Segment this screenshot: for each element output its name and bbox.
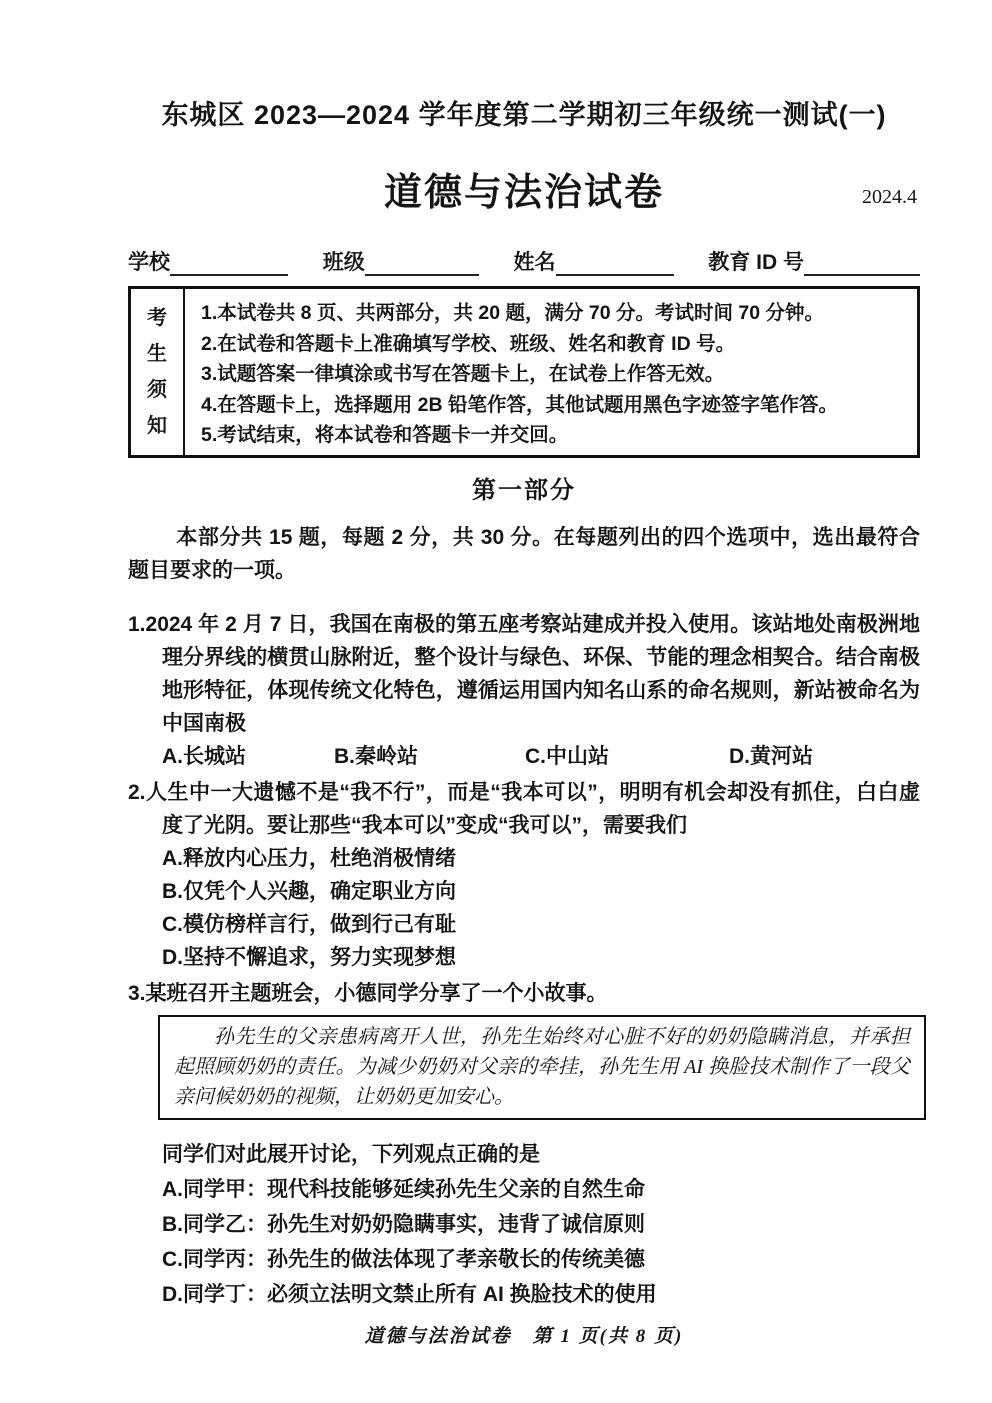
question-3-option-a: A.同学甲：现代科技能够延续孙先生父亲的自然生命 <box>162 1178 645 1201</box>
notice-item-5: 5.考试结束，将本试卷和答题卡一并交回。 <box>201 424 569 446</box>
question-3-option-c: C.同学丙：孙先生的做法体现了孝亲敬长的传统美德 <box>162 1248 645 1271</box>
candidate-notice-box <box>128 286 920 458</box>
name-label: 姓名 <box>513 251 556 274</box>
question-1 <box>128 608 920 773</box>
question-2 <box>128 776 920 974</box>
notice-side-label: 考生须知 <box>147 307 167 437</box>
question-3-text: 某班召开主题班会，小德同学分享了一个小故事。 <box>145 982 608 1005</box>
question-3-number: 3. <box>128 982 146 1005</box>
question-2-number: 2. <box>128 781 146 804</box>
education-id-field <box>708 250 920 276</box>
notice-item-4: 4.在答题卡上，选择题用 2B 铅笔作答，其他试题用黑色字迹签字笔作答。 <box>201 393 839 416</box>
paper-title: 道德与法治试卷 <box>383 172 664 214</box>
question-1-option-a: A.长城站 <box>162 745 246 768</box>
notice-item-2: 2.在试卷和答题卡上准确填写学校、班级、姓名和教育 ID 号。 <box>201 332 736 355</box>
notice-item-1: 1.本试卷共 8 页、共两部分，共 20 题，满分 70 分。考试时间 70 分钟。 <box>201 302 825 324</box>
question-3-story-box <box>158 1015 926 1120</box>
education-id-blank-line <box>804 250 920 276</box>
question-1-stem <box>128 608 920 740</box>
question-3-option-d: D.同学丁：必须立法明文禁止所有 AI 换脸技术的使用 <box>162 1283 657 1306</box>
question-3-option-b: B.同学乙：孙先生对奶奶隐瞒事实，违背了诚信原则 <box>162 1213 645 1236</box>
question-3-stem <box>128 977 920 1010</box>
question-3 <box>128 977 920 1312</box>
question-1-text: 2024 年 2 月 7 日，我国在南极的第五座考察站建成并投入使用。该站地处南极洲地理分界线的横贯山脉附近，整个设计与绿色、环保、节能的理念相契合。结合南极地形特征，体现传统文化特色，遵循运用国内知名山系的命名规则，新站被命名为中国南极 <box>145 613 920 735</box>
school-field <box>128 250 288 276</box>
title-row <box>128 172 920 214</box>
question-2-option-a: A.释放内心压力，杜绝消极情绪 <box>162 847 456 870</box>
education-id-label: 教育 ID 号 <box>708 251 804 274</box>
part-one-heading: 第一部分 <box>472 477 576 504</box>
student-info-row <box>128 250 920 276</box>
school-label: 学校 <box>128 251 170 274</box>
question-2-option-b: B.仅凭个人兴趣，确定职业方向 <box>162 880 456 903</box>
notice-side-column <box>131 289 185 455</box>
name-blank-line <box>556 250 674 276</box>
notice-body <box>185 289 917 455</box>
question-1-option-b: B.秦岭站 <box>334 745 418 768</box>
question-2-option-c: C.模仿榜样言行，做到行己有耻 <box>162 913 456 936</box>
name-field <box>514 250 674 276</box>
exam-header-title: 东城区 2023—2024 学年度第二学期初三年级统一测试(一) <box>161 100 887 130</box>
class-field <box>323 250 479 276</box>
school-blank-line <box>170 250 288 276</box>
part-one-instructions: 本部分共 15 题，每题 2 分，共 30 分。在每题列出的四个选项中，选出最符合题目要求的一项。 <box>128 526 920 582</box>
question-2-option-d: D.坚持不懈追求，努力实现梦想 <box>162 946 456 969</box>
question-3-discussion-line: 同学们对此展开讨论，下列观点正确的是 <box>162 1143 540 1166</box>
question-2-text: 人生中一大遗憾不是“我不行”，而是“我本可以”，明明有机会却没有抓住，白白虚度了光阴。要让那些“我本可以”变成“我可以”，需要我们 <box>145 781 920 837</box>
class-blank-line <box>365 250 479 276</box>
notice-item-3: 3.试题答案一律填涂或书写在答题卡上，在试卷上作答无效。 <box>201 363 725 385</box>
class-label: 班级 <box>322 251 365 274</box>
page-footer: 道德与法治试卷 第 1 页(共 8 页) <box>364 1326 684 1347</box>
question-1-option-d: D.黄河站 <box>729 745 813 768</box>
question-2-stem <box>128 776 920 842</box>
question-1-number: 1. <box>128 613 146 636</box>
question-1-options <box>162 740 920 773</box>
paper-date: 2024.4 <box>862 186 917 208</box>
question-3-story-text: 孙先生的父亲患病离开人世，孙先生始终对心脏不好的奶奶隐瞒消息，并承担起照顾奶奶的责任。为减少奶奶对父亲的牵挂，孙先生用 AI 换脸技术制作了一段父亲问候奶奶的视频，让奶奶更加安心。 <box>174 1026 910 1108</box>
question-1-option-c: C.中山站 <box>525 745 609 768</box>
